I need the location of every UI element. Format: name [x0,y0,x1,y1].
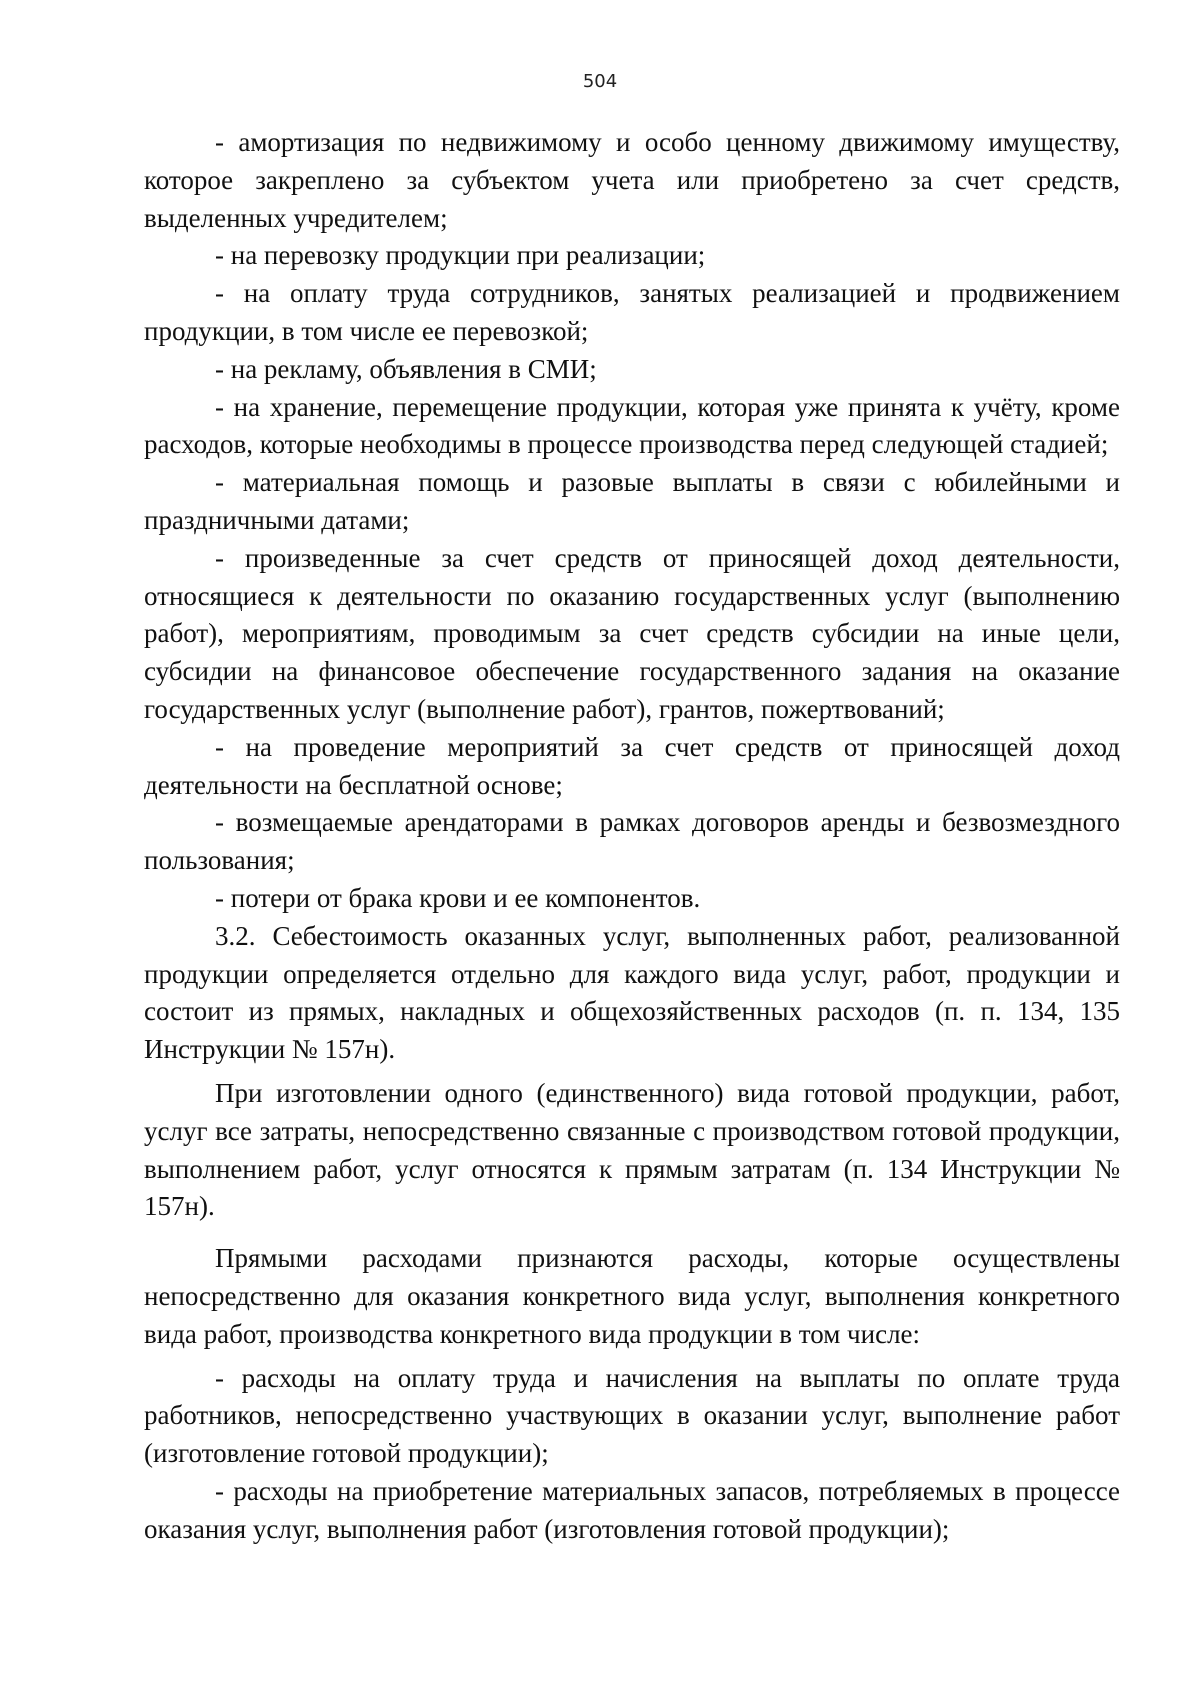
document-body [144,124,1120,1548]
paragraph-section-3-2: 3.2. Себестоимость оказанных услуг, выполненных работ, реализованной продукции определяется отдельно для каждого вида услуг, работ, продукции и состоит из прямых, накладных и общехозяйственных расходов (п. п. 134, 135 Инструкции № 157н). [144,920,1120,1065]
paragraph-direct-costs: Прямыми расходами признаются расходы, которые осуществлены непосредственно для оказания конкретного вида услуг, выполнения конкретного вида работ, производства конкретного вида продукции в том числе: [144,1243,1120,1349]
paragraph-transport: - на перевозку продукции при реализации; [215,240,706,271]
paragraph-income-activity: - произведенные за счет средств от приносящей доход деятельности, относящиеся к деятельности по оказанию государственных услуг (выполнению работ), мероприятиям, проводимым за счет средств субсидии на иные цели, субсидии на финансовое обеспечение государственного задания на оказание государственных услуг (выполнение работ), грантов, пожертвований; [144,542,1120,724]
paragraph-free-events: - на проведение мероприятий за счет средств от приносящей доход деятельности на бесплатной основе; [144,731,1120,800]
paragraph-blood-losses: - потери от брака крови и ее компонентов. [215,882,701,913]
paragraph-labor-costs: - расходы на оплату труда и начисления на выплаты по оплате труда работников, непосредственно участвующих в оказании услуг, выполнение работ (изготовление готовой продукции); [144,1362,1120,1469]
paragraph-material-costs: - расходы на приобретение материальных запасов, потребляемых в процессе оказания услуг, выполнения работ (изготовления готовой продукции); [144,1475,1120,1544]
page-number: 504 [582,71,618,92]
paragraph-storage: - на хранение, перемещение продукции, которая уже принята к учёту, кроме расходов, которые необходимы в процессе производства перед следующей стадией; [144,391,1120,460]
paragraph-single-product: При изготовлении одного (единственного) вида готовой продукции, работ, услуг все затраты, непосредственно связанные с производством готовой продукции, выполнением работ, услуг относятся к прямым затратам (п. 134 Инструкции № 157н). [144,1077,1120,1222]
paragraph-tenant-reimbursed: - возмещаемые арендаторами в рамках договоров аренды и безвозмездного пользования; [144,807,1120,876]
paragraph-advertising: - на рекламу, объявления в СМИ; [215,353,597,384]
paragraph-depreciation: - амортизация по недвижимому и особо ценному движимому имуществу, которое закреплено за субъектом учета или приобретено за счет средств, выделенных учредителем; [144,127,1120,233]
paragraph-material-aid: - материальная помощь и разовые выплаты в связи с юбилейными и праздничными датами; [144,467,1120,535]
paragraph-staff-salary: - на оплату труда сотрудников, занятых реализацией и продвижением продукции, в том числе ее перевозкой; [144,278,1120,346]
